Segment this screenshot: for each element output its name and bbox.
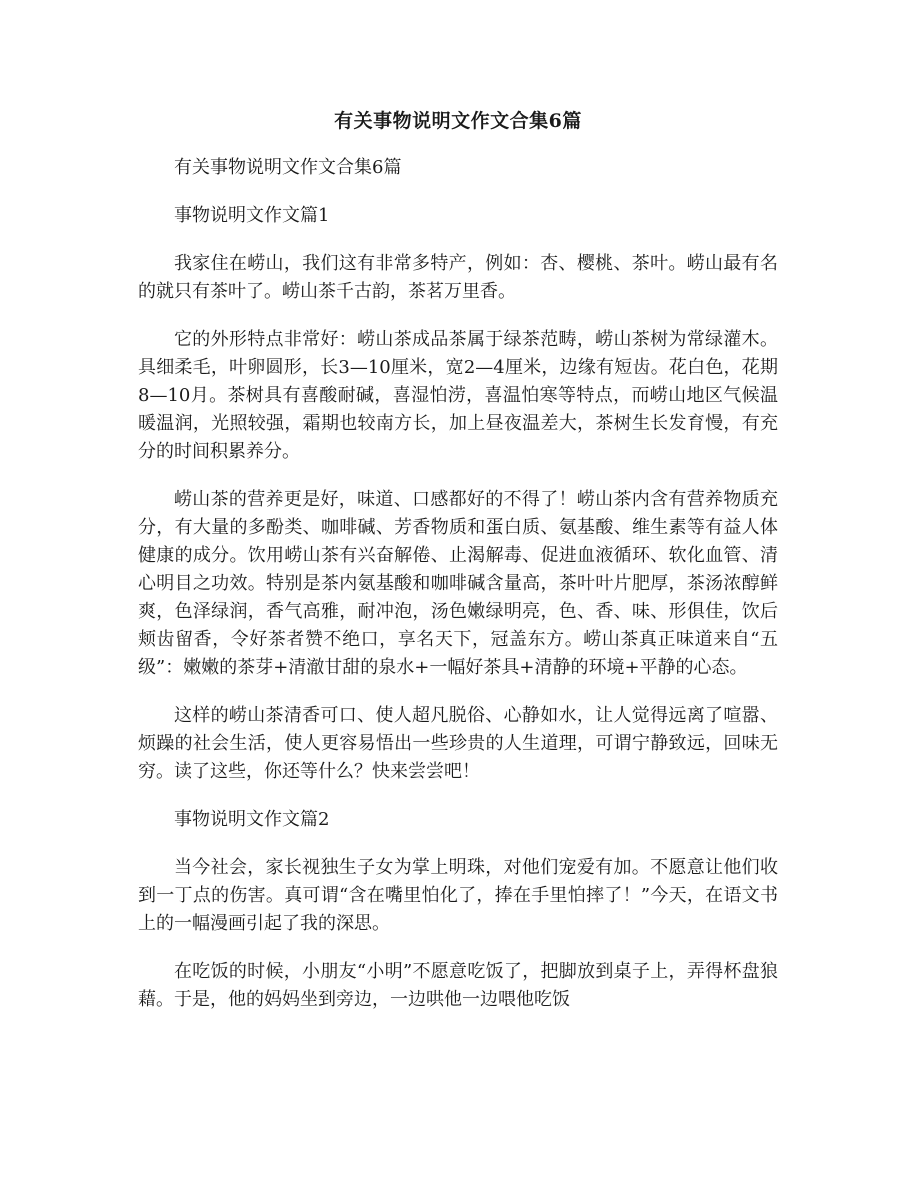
document-subtitle: 有关事物说明文作文合集6篇	[174, 157, 402, 178]
section-heading-2: 事物说明文作文篇2	[174, 809, 330, 830]
paragraph: 在吃饭的时候，小朋友“小明”不愿意吃饭了，把脚放到桌子上，弄得杯盘狼藉。于是，他的妈妈坐到旁边，一边哄他一边喂他吃饭	[138, 961, 778, 1010]
paragraph: 它的外形特点非常好：崂山茶成品茶属于绿茶范畴，崂山茶树为常绿灌木。具细柔毛，叶卵圆形，长3—10厘米，宽2—4厘米，边缘有短齿。花白色，花期8—10月。茶树具有喜酸耐碱，喜湿怕涝，喜温怕寒等特点，而崂山地区气候温暖温润，光照较强，霜期也较南方长，加上昼夜温差大，茶树生长发育慢，有充分的时间积累养分。	[138, 329, 778, 462]
paragraph: 这样的崂山茶清香可口、使人超凡脱俗、心静如水，让人觉得远离了喧嚣、烦躁的社会生活，使人更容易悟出一些珍贵的人生道理，可谓宁静致远，回味无穷。读了这些，你还等什么？快来尝尝吧！	[138, 705, 778, 782]
paragraph: 当今社会，家长视独生子女为掌上明珠，对他们宠爱有加。不愿意让他们收到一丁点的伤害。真可谓“含在嘴里怕化了，捧在手里怕摔了！”今天，在语文书上的一幅漫画引起了我的深思。	[138, 857, 778, 934]
paragraph: 我家住在崂山，我们这有非常多特产，例如：杏、樱桃、茶叶。崂山最有名的就只有茶叶了。崂山茶千古韵，茶茗万里香。	[138, 253, 778, 302]
document-title: 有关事物说明文作文合集6篇	[334, 110, 582, 132]
document-page	[138, 108, 778, 1034]
section-heading-1: 事物说明文作文篇1	[174, 205, 330, 226]
paragraph: 崂山茶的营养更是好，味道、口感都好的不得了！崂山茶内含有营养物质充分，有大量的多酚类、咖啡碱、芳香物质和蛋白质、氨基酸、维生素等有益人体健康的成分。饮用崂山茶有兴奋解倦、止渴解毒、促进血液循环、软化血管、清心明目之功效。特别是茶内氨基酸和咖啡碱含量高，茶叶叶片肥厚，茶汤浓醇鲜爽，色泽绿润，香气高雅，耐冲泡，汤色嫩绿明亮，色、香、味、形俱佳，饮后颊齿留香，令好茶者赞不绝口，享名天下，冠盖东方。崂山茶真正味道来自“五级”：嫩嫩的茶芽+清澈甘甜的泉水+一幅好茶具+清静的环境+平静的心态。	[138, 489, 778, 678]
